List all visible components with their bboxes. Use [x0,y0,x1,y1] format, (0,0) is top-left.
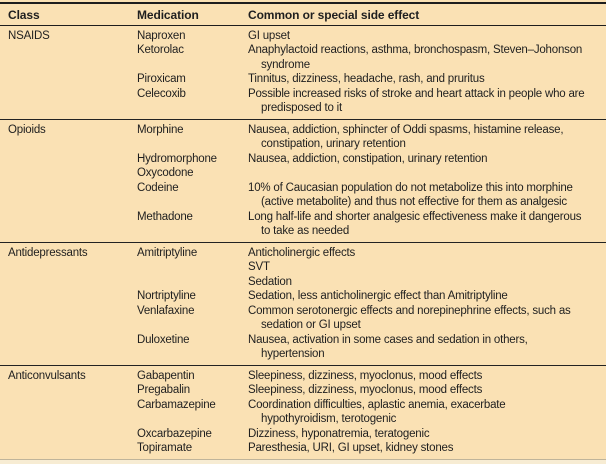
medication-cell: Amitriptyline [137,243,248,290]
table-row [0,366,606,384]
effect-line: Anticholinergic effects [248,246,356,259]
effect-cell [248,243,606,290]
medication-cell: Topiramate [137,442,192,454]
medication-cell: Ketorolac [137,44,184,56]
effect-cell [248,210,606,243]
medication-cell: Hydromorphone [137,152,217,165]
class-cell [0,166,137,181]
effect-line: SVT [248,261,270,273]
table-row [0,72,606,87]
table-row [0,304,606,333]
effect-cell [248,152,606,167]
medication-cell: Nortriptyline [137,290,196,302]
effect-line: hypertension [261,348,325,360]
effect-line: 10% of Caucasian population do not metabolize this into morphine [248,181,573,194]
table-row [0,26,606,44]
medication-cell: Naproxen [137,26,248,44]
table-row [0,120,606,152]
table-row [0,210,606,243]
class-cell [0,304,137,333]
table-row [0,166,606,181]
effect-line: Tinnitus, dizziness, headache, rash, and pruritus [248,73,485,85]
effect-line: GI upset [248,29,290,42]
effect-line: Dizziness, hyponatremia, teratogenic [248,427,430,440]
class-cell [0,333,137,366]
effect-line: hypothyroidism, terotogenic [261,413,397,425]
class-cell: Antidepressants [0,243,137,290]
effect-cell [248,304,606,333]
effect-cell [248,289,606,304]
class-cell: NSAIDS [0,26,137,44]
medication-table [0,2,606,460]
class-cell [0,383,137,398]
effect-cell [248,441,606,460]
table-row [0,383,606,398]
class-cell [0,72,137,87]
col-header-side-effect: Common or special side effect [248,3,606,26]
class-cell [0,441,137,460]
effect-cell [248,72,606,87]
effect-cell [248,398,606,427]
medication-cell: Pregabalin [137,384,190,396]
effect-line: to take as needed [261,225,350,237]
table-body [0,26,606,460]
class-cell [0,289,137,304]
medication-cell: Venlafaxine [137,304,195,317]
table-row [0,441,606,460]
medication-cell: Methadone [137,210,193,223]
medication-cell: Carbamazepine [137,398,216,411]
medication-cell: Oxycodone [137,167,194,179]
class-cell [0,43,137,72]
effect-line: Sedation [248,275,292,288]
effect-line: Anaphylactoid reactions, asthma, bronchospasm, Steven–Johonson [248,44,583,56]
effect-cell [248,26,606,44]
effect-line: Sleepiness, dizziness, myoclonus, mood effects [248,369,483,382]
col-header-medication: Medication [137,3,248,26]
effect-line: predisposed to it [261,102,342,114]
effect-cell [248,181,606,210]
table-row [0,398,606,427]
table-row [0,289,606,304]
class-cell [0,210,137,243]
effect-line: Long half-life and shorter analgesic effectiveness make it dangerous [248,210,582,223]
effect-line: Paresthesia, URI, GI upset, kidney stones [248,442,454,454]
effect-cell [248,333,606,366]
effect-line: Common serotonergic effects and norepinephrine effects, such as [248,304,571,317]
effect-line: Sedation, less anticholinergic effect than Amitriptyline [248,290,508,302]
effect-line: Possible increased risks of stroke and heart attack in people who are [248,87,585,100]
effect-cell [248,43,606,72]
effect-line: Nausea, activation in some cases and sedation in others, [248,333,528,346]
medication-cell: Morphine [137,120,248,152]
table-row [0,43,606,72]
medication-cell: Celecoxib [137,87,186,100]
class-cell [0,181,137,210]
table-row [0,333,606,366]
table-row [0,181,606,210]
header-row [0,3,606,26]
effect-line: Coordination difficulties, aplastic anemia, exacerbate [248,398,506,411]
effect-line: (active metabolite) and thus not effective for them as analgesic [261,196,567,208]
class-cell: Anticonvulsants [0,366,137,384]
medication-cell: Duloxetine [137,333,190,346]
effect-cell [248,87,606,120]
class-cell [0,87,137,120]
class-cell [0,398,137,427]
effect-line: constipation, urinary retention [261,138,406,150]
class-cell: Opioids [0,120,137,152]
effect-cell [248,366,606,384]
table-row [0,427,606,442]
effect-cell [248,427,606,442]
medication-cell: Oxcarbazepine [137,427,212,440]
effect-cell [248,166,606,181]
medication-cell: Codeine [137,181,179,194]
table-row [0,243,606,290]
class-cell [0,427,137,442]
class-cell [0,152,137,167]
effect-line: Nausea, addiction, constipation, urinary retention [248,152,488,165]
table-row [0,87,606,120]
col-header-class: Class [0,3,137,26]
medication-cell: Piroxicam [137,73,186,85]
effect-line: Sleepiness, dizziness, myoclonus, mood effects [248,384,483,396]
effect-line: sedation or GI upset [261,319,361,331]
effect-cell [248,120,606,152]
effect-cell [248,383,606,398]
table-row [0,152,606,167]
effect-line: Nausea, addiction, sphincter of Oddi spasms, histamine release, [248,123,564,136]
effect-line: syndrome [261,58,310,71]
medication-cell: Gabapentin [137,366,248,384]
